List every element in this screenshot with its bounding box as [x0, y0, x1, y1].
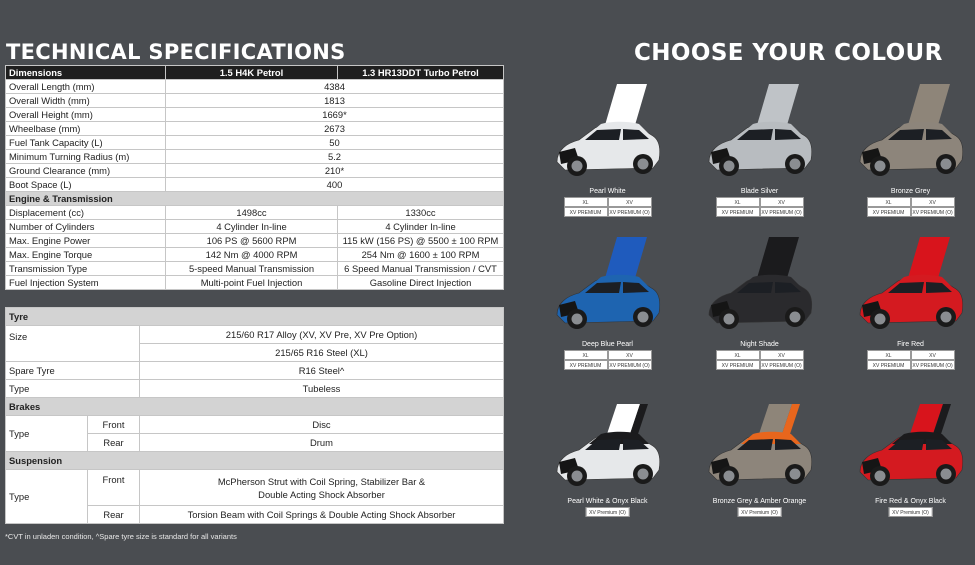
car-wheel-hub [638, 312, 649, 323]
car-image [848, 390, 973, 495]
suspension-rear-label: Rear [88, 506, 140, 524]
row-label: Minimum Turning Radius (m) [6, 150, 166, 164]
variant-badge: XL [564, 350, 608, 360]
table-row [6, 470, 504, 506]
tyre-size-steel: 215/65 R16 Steel (XL) [140, 344, 504, 362]
variant-badge: XV Premium (O) [737, 507, 782, 517]
row-value-h4k: 142 Nm @ 4000 RPM [166, 248, 338, 262]
spec-title: TECHNICAL SPECIFICATIONS [6, 40, 346, 64]
variant-badge: XV PREMIUM [867, 360, 911, 370]
car-wheel-hub [941, 159, 952, 170]
tyre-type-label: Type [6, 380, 140, 398]
variant-badge: XV [608, 197, 652, 207]
variant-badge: XL [867, 197, 911, 207]
variant-badge: XV [911, 350, 955, 360]
row-value: 400 [166, 178, 504, 192]
car-wheel-hub [638, 159, 649, 170]
brakes-rear-label: Rear [88, 434, 140, 452]
variant-availability [564, 197, 652, 217]
car-wheel-hub [875, 314, 886, 325]
colour-option[interactable] [848, 233, 973, 371]
variant-availability [564, 350, 652, 370]
variant-badge: XV [911, 197, 955, 207]
variant-badge: XV PREMIUM (O) [911, 207, 955, 217]
row-label: Fuel Tank Capacity (L) [6, 136, 166, 150]
brakes-front-value: Disc [140, 416, 504, 434]
car-image [545, 80, 670, 185]
table-row [6, 262, 504, 276]
car-image [545, 233, 670, 338]
row-value-h4k: 1498cc [166, 206, 338, 220]
variant-badge: XL [716, 197, 760, 207]
table-row [6, 234, 504, 248]
car-wheel-hub [790, 469, 801, 480]
table-row [6, 380, 504, 398]
row-value: 210* [166, 164, 504, 178]
colour-name: Pearl White & Onyx Black [567, 498, 648, 505]
row-value-hr13: Gasoline Direct Injection [338, 276, 504, 290]
suspension-front-value [140, 470, 504, 506]
row-label: Number of Cylinders [6, 220, 166, 234]
row-value: 2673 [166, 122, 504, 136]
row-label: Ground Clearance (mm) [6, 164, 166, 178]
footnote: *CVT in unladen condition, ^Spare tyre size is standard for all variants [5, 532, 237, 541]
colour-name: Deep Blue Pearl [582, 341, 633, 348]
suspension-rear-value: Torsion Beam with Coil Springs & Double Acting Shock Absorber [140, 506, 504, 524]
colour-name: Blade Silver [740, 188, 779, 195]
variant-badge: XV [760, 197, 804, 207]
tyre-size-alloy: 215/60 R17 Alloy (XV, XV Pre, XV Pre Option) [140, 326, 504, 344]
table-row [6, 178, 504, 192]
variant-badge: XL [716, 350, 760, 360]
table-row [6, 206, 504, 220]
table-row [6, 248, 504, 262]
variant-badge: XV PREMIUM (O) [760, 207, 804, 217]
brakes-section-row [6, 398, 504, 416]
variant-badge: XV PREMIUM [564, 360, 608, 370]
table-row [6, 416, 504, 434]
row-value-h4k: 106 PS @ 5600 RPM [166, 234, 338, 248]
variant-badge: XV Premium (O) [585, 507, 630, 517]
variant-badge: XV PREMIUM (O) [608, 360, 652, 370]
car-wheel-hub [941, 312, 952, 323]
car-wheel-hub [875, 161, 886, 172]
car-image [545, 390, 670, 495]
row-value-h4k: Multi-point Fuel Injection [166, 276, 338, 290]
brakes-type-label: Type [6, 416, 88, 452]
car-wheel-hub [638, 469, 649, 480]
variant-badge: XV PREMIUM (O) [760, 360, 804, 370]
row-label: Boot Space (L) [6, 178, 166, 192]
row-value: 1813 [166, 94, 504, 108]
variant-badge: XV [760, 350, 804, 360]
table-row [6, 108, 504, 122]
suspension-front-line-2: Double Acting Shock Absorber [258, 488, 385, 500]
row-value-hr13: 4 Cylinder In-line [338, 220, 504, 234]
car-wheel-hub [941, 469, 952, 480]
variant-badge: XV Premium (O) [888, 507, 933, 517]
car-wheel-hub [572, 161, 583, 172]
engine-col-h4k: 1.5 H4K Petrol [166, 66, 338, 80]
colour-name: Fire Red & Onyx Black [875, 498, 946, 505]
variant-availability [716, 350, 804, 370]
row-label: Transmission Type [6, 262, 166, 276]
car-wheel-hub [724, 161, 735, 172]
table-row [6, 80, 504, 94]
row-value-hr13: 6 Speed Manual Transmission / CVT [338, 262, 504, 276]
colour-name: Bronze Grey [890, 188, 931, 195]
row-label: Max. Engine Power [6, 234, 166, 248]
variant-badge: XV PREMIUM [716, 207, 760, 217]
car-wheel-hub [724, 471, 735, 482]
dimensions-header: Dimensions [6, 66, 166, 80]
car-image [697, 80, 822, 185]
row-label: Displacement (cc) [6, 206, 166, 220]
row-value-h4k: 4 Cylinder In-line [166, 220, 338, 234]
row-label: Fuel Injection System [6, 276, 166, 290]
table-row [6, 136, 504, 150]
suspension-type-label: Type [6, 470, 88, 524]
table-row [6, 164, 504, 178]
tyre-section-row [6, 308, 504, 326]
colour-title: CHOOSE YOUR COLOUR [634, 40, 943, 66]
row-value: 50 [166, 136, 504, 150]
suspension-section-row [6, 452, 504, 470]
row-label: Overall Length (mm) [6, 80, 166, 94]
car-wheel-hub [572, 471, 583, 482]
row-label: Wheelbase (mm) [6, 122, 166, 136]
variant-badge: XV PREMIUM [716, 360, 760, 370]
car-wheel-hub [724, 314, 735, 325]
suspension-front-label: Front [88, 470, 140, 506]
colour-name: Night Shade [740, 341, 779, 348]
car-wheel-hub [790, 312, 801, 323]
suspension-section-header: Suspension [6, 452, 504, 470]
colour-option[interactable] [545, 233, 670, 371]
variant-badge: XL [867, 350, 911, 360]
car-wheel-hub [875, 471, 886, 482]
row-value-hr13: 254 Nm @ 1600 ± 100 RPM [338, 248, 504, 262]
colour-option[interactable] [697, 233, 822, 371]
car-image [697, 390, 822, 495]
table-row [6, 94, 504, 108]
variant-badge: XV [608, 350, 652, 360]
spec-table-dimensions-engine [5, 65, 504, 290]
variant-badge: XV PREMIUM [564, 207, 608, 217]
table-row [6, 150, 504, 164]
dimensions-header-row [6, 66, 504, 80]
variant-badge: XV PREMIUM [867, 207, 911, 217]
variant-availability [867, 197, 955, 217]
colour-name: Pearl White [589, 188, 626, 195]
variant-badge: XV PREMIUM (O) [911, 360, 955, 370]
engine-section-row [6, 192, 504, 206]
row-value: 1669* [166, 108, 504, 122]
row-label: Overall Height (mm) [6, 108, 166, 122]
brakes-front-label: Front [88, 416, 140, 434]
variant-badge: XV PREMIUM (O) [608, 207, 652, 217]
car-image [848, 80, 973, 185]
brakes-section-header: Brakes [6, 398, 504, 416]
table-row [6, 122, 504, 136]
row-value-h4k: 5-speed Manual Transmission [166, 262, 338, 276]
car-wheel-hub [790, 159, 801, 170]
spec-table-chassis [5, 307, 504, 524]
colour-name: Fire Red [897, 341, 924, 348]
colour-option[interactable] [848, 390, 973, 528]
tyre-type-value: Tubeless [140, 380, 504, 398]
table-row [6, 362, 504, 380]
row-value-hr13: 1330cc [338, 206, 504, 220]
suspension-front-line-1: McPherson Strut with Coil Spring, Stabilizer Bar & [217, 475, 426, 487]
colour-option[interactable] [545, 390, 670, 528]
brakes-rear-value: Drum [140, 434, 504, 452]
row-label: Max. Engine Torque [6, 248, 166, 262]
colour-option[interactable] [545, 80, 670, 218]
spare-tyre-value: R16 Steel^ [140, 362, 504, 380]
colour-option[interactable] [697, 80, 822, 218]
row-value: 5.2 [166, 150, 504, 164]
colour-name: Bronze Grey & Amber Orange [712, 498, 807, 505]
car-image [848, 233, 973, 338]
tyre-size-label: Size [6, 326, 140, 362]
engine-section-header: Engine & Transmission [6, 192, 504, 206]
variant-availability [716, 197, 804, 217]
row-value: 4384 [166, 80, 504, 94]
variant-badge: XL [564, 197, 608, 207]
car-image [697, 233, 822, 338]
colour-option[interactable] [697, 390, 822, 528]
table-row [6, 326, 504, 344]
row-label: Overall Width (mm) [6, 94, 166, 108]
row-value-hr13: 115 kW (156 PS) @ 5500 ± 100 RPM [338, 234, 504, 248]
colour-option[interactable] [848, 80, 973, 218]
car-wheel-hub [572, 314, 583, 325]
variant-availability [867, 350, 955, 370]
table-row [6, 276, 504, 290]
tyre-section-header: Tyre [6, 308, 504, 326]
engine-col-hr13: 1.3 HR13DDT Turbo Petrol [338, 66, 504, 80]
spare-tyre-label: Spare Tyre [6, 362, 140, 380]
table-row [6, 220, 504, 234]
